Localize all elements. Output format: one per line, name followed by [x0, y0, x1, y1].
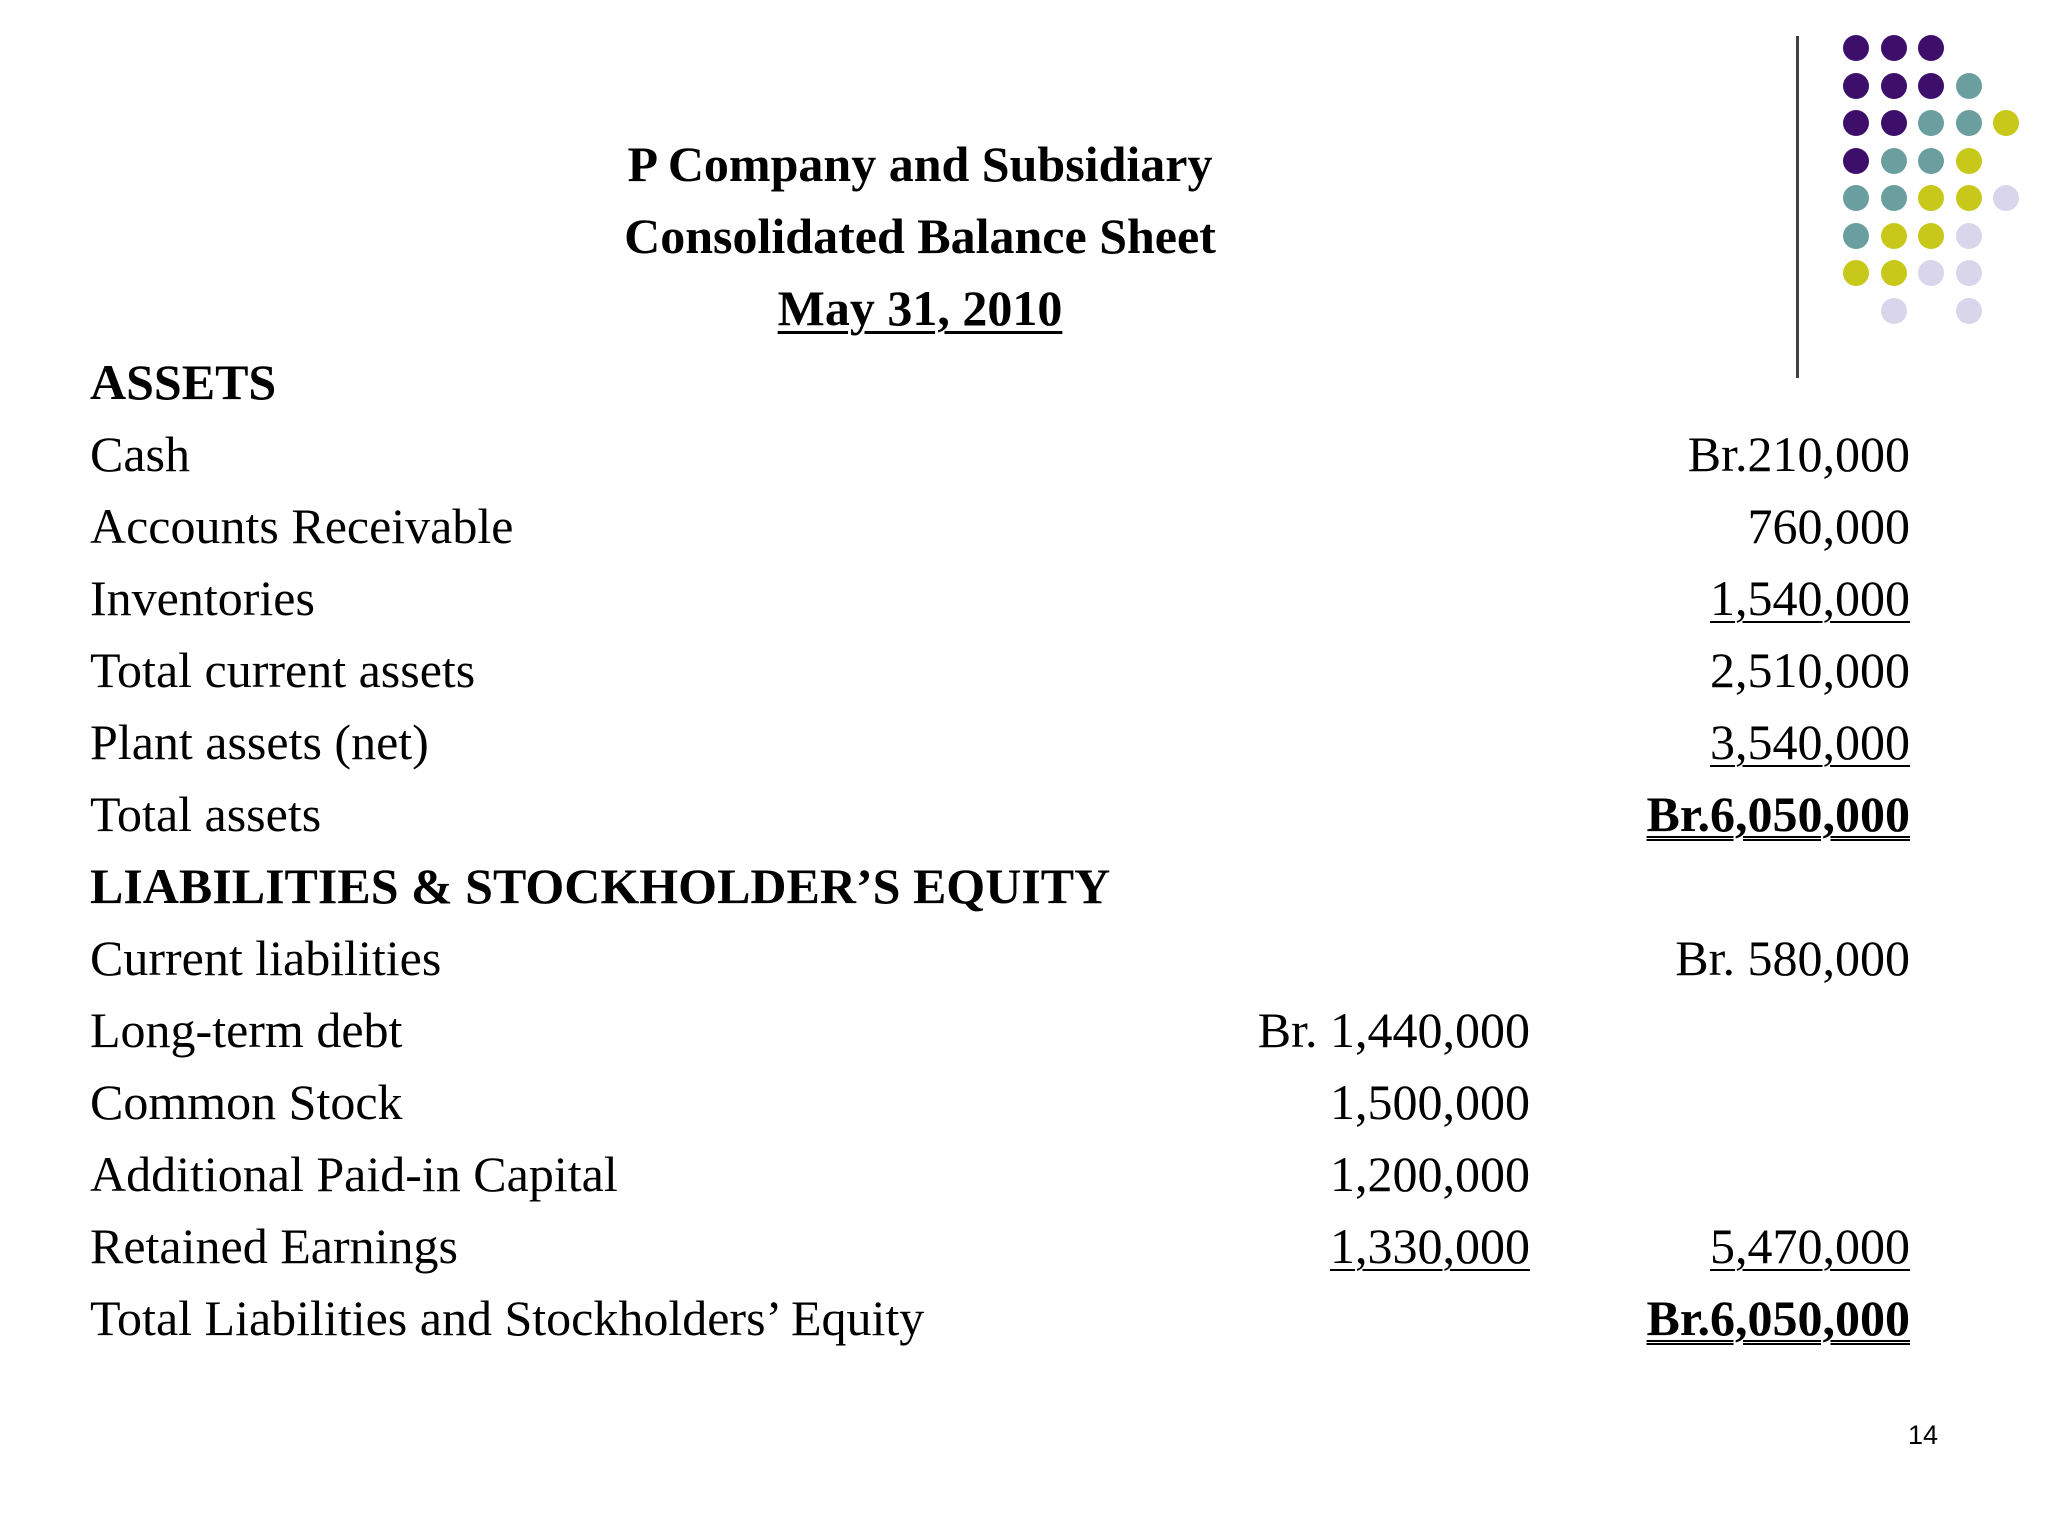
table-row [90, 928, 1910, 988]
row-amount-col1: 1,330,000 [1330, 1218, 1530, 1274]
statement-date: May 31, 2010 [777, 280, 1063, 336]
table-row [90, 640, 1910, 700]
decorative-dot [1881, 110, 1907, 136]
table-row [90, 784, 1910, 844]
row-amount-col1: 1,500,000 [1330, 1074, 1530, 1130]
decorative-dot [1918, 260, 1944, 286]
page-number: 14 [1907, 1420, 1938, 1450]
row-label: Plant assets (net) [90, 714, 429, 770]
row-label: Retained Earnings [90, 1218, 458, 1274]
table-row [90, 424, 1910, 484]
decorative-dot [1956, 260, 1982, 286]
decorative-dot [1956, 185, 1982, 211]
row-amount: 2,510,000 [1710, 642, 1910, 698]
row-label: Total current assets [90, 642, 476, 698]
decorative-dot [1918, 73, 1944, 99]
row-label: Cash [90, 426, 190, 482]
table-row [90, 1144, 1910, 1204]
decorative-dot [1993, 110, 2019, 136]
table-row [90, 1000, 1910, 1060]
statement-title: Consolidated Balance Sheet [624, 208, 1216, 264]
row-label: Total Liabilities and Stockholders’ Equity [90, 1290, 925, 1346]
row-label: Current liabilities [90, 930, 442, 986]
decorative-dot [1881, 260, 1907, 286]
row-label: Accounts Receivable [90, 498, 514, 554]
row-amount: 760,000 [1747, 498, 1910, 554]
row-amount-col1: Br. 1,440,000 [1257, 1002, 1530, 1058]
decorative-dot [1843, 73, 1869, 99]
row-label: Inventories [90, 570, 315, 626]
decorative-dot [1881, 148, 1907, 174]
decorative-dot [1993, 185, 2019, 211]
decorative-dot [1918, 185, 1944, 211]
row-label: Total assets [90, 786, 322, 842]
decorative-dot [1843, 223, 1869, 249]
table-row [90, 496, 1910, 556]
row-amount: 1,540,000 [1710, 570, 1910, 626]
row-label: Long-term debt [90, 1002, 403, 1058]
row-amount: Br.210,000 [1687, 426, 1910, 482]
decorative-dot [1918, 35, 1944, 61]
table-row [90, 1072, 1910, 1132]
decorative-dot [1843, 35, 1869, 61]
decorative-dot [1881, 298, 1907, 324]
decorative-dot [1956, 110, 1982, 136]
table-row [90, 712, 1910, 772]
decorative-dot [1956, 73, 1982, 99]
decorative-dot [1956, 148, 1982, 174]
row-amount: 5,470,000 [1710, 1218, 1910, 1274]
decorative-dot [1881, 73, 1907, 99]
liabilities-heading: LIABILITIES & STOCKHOLDER’S EQUITY [90, 858, 1111, 914]
decorative-dot [1918, 148, 1944, 174]
decorative-dot [1843, 110, 1869, 136]
total-liabilities-equity-amount: Br.6,050,000 [1646, 1290, 1910, 1346]
table-row [90, 1216, 1910, 1276]
decorative-dot [1881, 185, 1907, 211]
decorative-dot [1843, 260, 1869, 286]
company-title: P Company and Subsidiary [627, 136, 1213, 192]
row-amount-col1: 1,200,000 [1330, 1146, 1530, 1202]
table-row [90, 1288, 1910, 1348]
row-amount: 3,540,000 [1710, 714, 1910, 770]
total-assets-amount: Br.6,050,000 [1646, 786, 1910, 842]
decorative-dot [1881, 223, 1907, 249]
row-label: Additional Paid-in Capital [90, 1146, 618, 1202]
row-amount: Br. 580,000 [1675, 930, 1910, 986]
table-row [90, 568, 1910, 628]
row-label: Common Stock [90, 1074, 403, 1130]
decorative-dot [1918, 223, 1944, 249]
assets-heading: ASSETS [90, 354, 277, 410]
decorative-dot [1956, 223, 1982, 249]
decorative-dot [1918, 110, 1944, 136]
decorative-dot [1881, 35, 1907, 61]
decorative-dot [1843, 148, 1869, 174]
decorative-dot [1843, 185, 1869, 211]
decorative-dot [1956, 298, 1982, 324]
vertical-divider [1796, 36, 1799, 378]
